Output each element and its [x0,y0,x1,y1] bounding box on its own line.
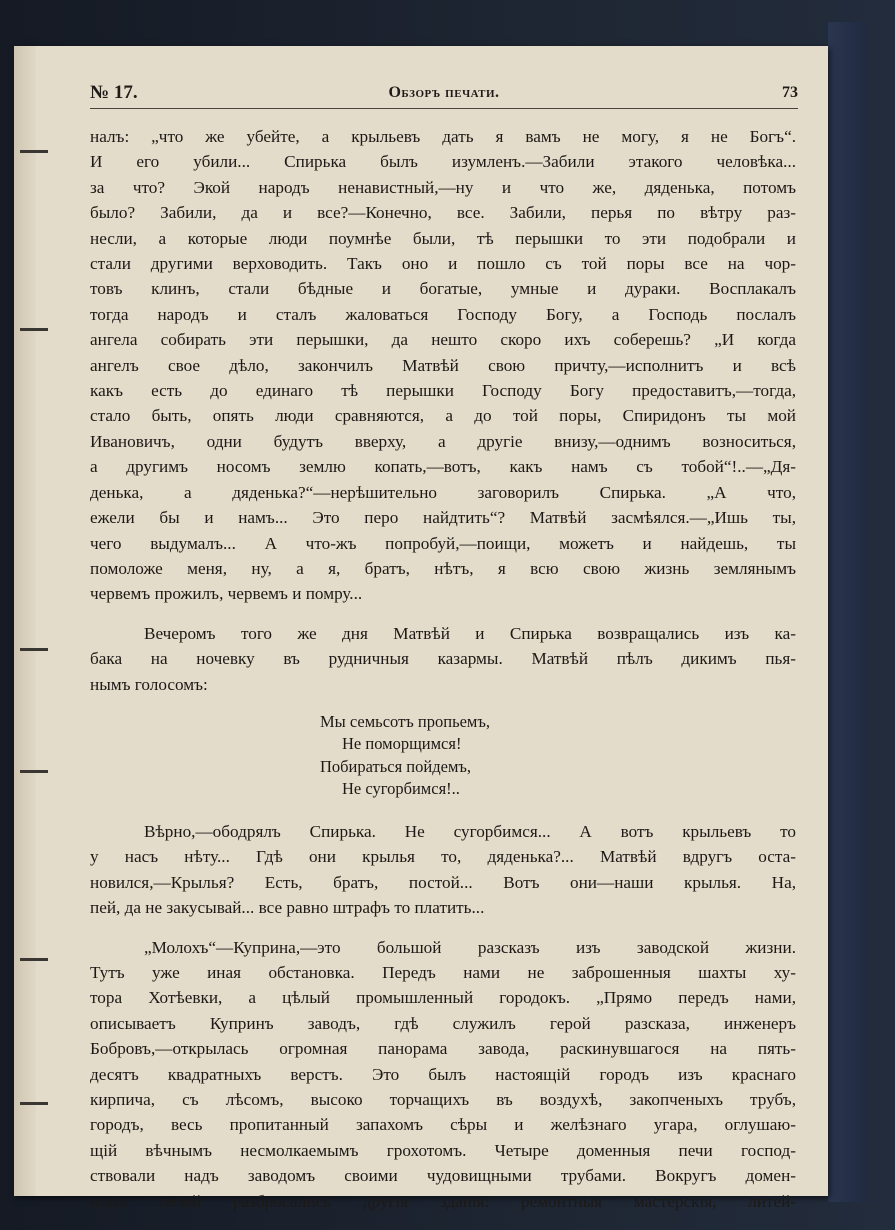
text-line: новился,—Крылья? Есть, братъ, постой... Вотъ они—наши крылья. На, [90,872,796,892]
text-line: ангелъ свое дѣло, закончилъ Матвѣй свою причту,—исполнитъ и всѣ [90,355,796,375]
text-line: Тутъ уже иная обстановка. Передъ нами не заброшенныя шахты ху- [90,962,796,982]
text-line: десятъ квадратныхъ верстъ. Это былъ настоящій городъ изъ краснаго [90,1064,796,1084]
binding-stitch [20,150,48,153]
page-header [90,80,798,109]
text-line: а другимъ носомъ землю копать,—вотъ, какъ намъ съ тобой“!..—„Дя- [90,457,796,477]
paragraph [90,621,796,697]
text-line: кирпича, съ лѣсомъ, высоко торчащихъ въ воздухѣ, закопченыхъ трубъ, [90,1090,796,1109]
text-line: описываетъ Купринъ заводъ, гдѣ служилъ герой разсказа, инженеръ [90,1013,796,1033]
verse-line: Побираться пойдемъ, [320,756,472,776]
verse-line: Не поморщимся! [342,734,462,754]
binding-stitch [20,770,48,773]
text-line: товъ клинъ, стали бѣдные и богатые, умные и дураки. Восплакалъ [90,279,796,299]
text-line: И его убили... Спирька былъ изумленъ.—Забили этакого человѣка... [90,152,796,172]
text-line: городъ, весь пропитанный запахомъ сѣры и желѣзнаго угара, оглушаю- [90,1115,796,1135]
text-line: тора Хотѣевки, а цѣлый промышленный городокъ. „Прямо передъ нами, [90,988,796,1008]
binding-stitch [20,648,48,651]
book-page [14,46,828,1211]
section-title: Обзоръ печати. [388,84,500,101]
text-line: какъ есть до единаго тѣ перышки Господу Богу предоставитъ,—тогда, [90,381,796,401]
text-line: ныхъ печей разбросались другія зданія: ремонтныя мастерскія, литей- [90,1191,796,1211]
text-line: Вѣрно,—ободрялъ Спирька. Не сугорбимся... А вотъ крыльевъ то [144,821,796,841]
paragraph [90,935,796,1214]
page-binding [14,46,36,1196]
text-line: нымъ голосомъ: [90,674,208,694]
text-line: червемъ прожилъ, червемъ и помру... [90,584,363,604]
paragraph [90,124,796,607]
binding-stitch [20,958,48,961]
text-line: чего выдумалъ... А что-жъ попробуй,—поищи, можетъ и найдешь, ты [90,533,796,553]
book-cover-edge [828,22,868,1202]
text-line: за что? Экой народъ ненавистный,—ну и что же, дяденька, потомъ [90,177,796,197]
text-line: ангела собирать эти перышки, да нешто скоро ихъ соберешь? „И когда [90,330,796,350]
text-line: помоложе меня, ну, а я, братъ, нѣтъ, я всю свою жизнь землянымъ [90,558,796,578]
paragraph [90,819,796,921]
text-line: ствовали надъ заводомъ своими чудовищными трубами. Вокругъ домен- [90,1166,796,1186]
verse-line: Не сугорбимся!.. [342,779,460,799]
text-line: у насъ нѣту... Гдѣ они крылья то, дяденька?... Матвѣй вдругъ оста- [90,847,796,867]
verse-line: Мы семьсотъ пропьемъ, [320,711,491,731]
text-line: ежели бы и намъ... Это перо найдтить“? Матвѣй засмѣялся.—„Ишь ты, [90,508,796,528]
text-line: налъ: „что же убейте, а крыльевъ дать я вамъ не могу, я не Богъ“. [90,127,796,146]
text-line: денька, а дяденька?“—нерѣшительно заговорилъ Спирька. „А что, [90,482,796,502]
page-number: 73 [782,84,798,101]
text-line: Ивановичъ, одни будутъ вверху, а другіе внизу,—однимъ возноситься, [90,431,796,451]
binding-stitch [20,1102,48,1105]
text-line: пей, да не закусывай... все равно штрафъ то платить... [90,898,485,918]
text-line: Бобровъ,—открылась огромная панорама завода, раскинувшагося на пять- [90,1039,796,1059]
text-line: „Молохъ“—Куприна,—это большой разсказъ изъ заводской жизни. [144,937,796,957]
binding-stitch [20,328,48,331]
text-line: стали другими верховодить. Такъ оно и пошло съ той поры все на чор- [90,254,796,274]
text-line: стало быть, опять люди сравняются, а до той поры, Спиридонъ ты мой [90,406,796,426]
text-line: бака на ночевку въ рудничныя казармы. Матвѣй пѣлъ дикимъ пья- [90,649,796,669]
text-line: тогда народъ и сталъ жаловаться Господу Богу, а Господь послалъ [90,304,796,324]
page-body [90,124,796,1228]
text-line: Вечеромъ того же дня Матвѣй и Спирька возвращались изъ ка- [144,623,796,643]
song-verse [320,711,796,801]
issue-number: № 17. [90,82,138,103]
text-line: несли, а которые люди поумнѣе были, тѣ перышки то эти подобрали и [90,228,796,248]
text-line: было? Забили, да и все?—Конечно, все. Забили, перья по вѣтру раз- [90,203,796,223]
text-line: щій вѣчнымъ несмолкаемымъ грохотомъ. Четыре доменныя печи господ- [90,1140,796,1160]
